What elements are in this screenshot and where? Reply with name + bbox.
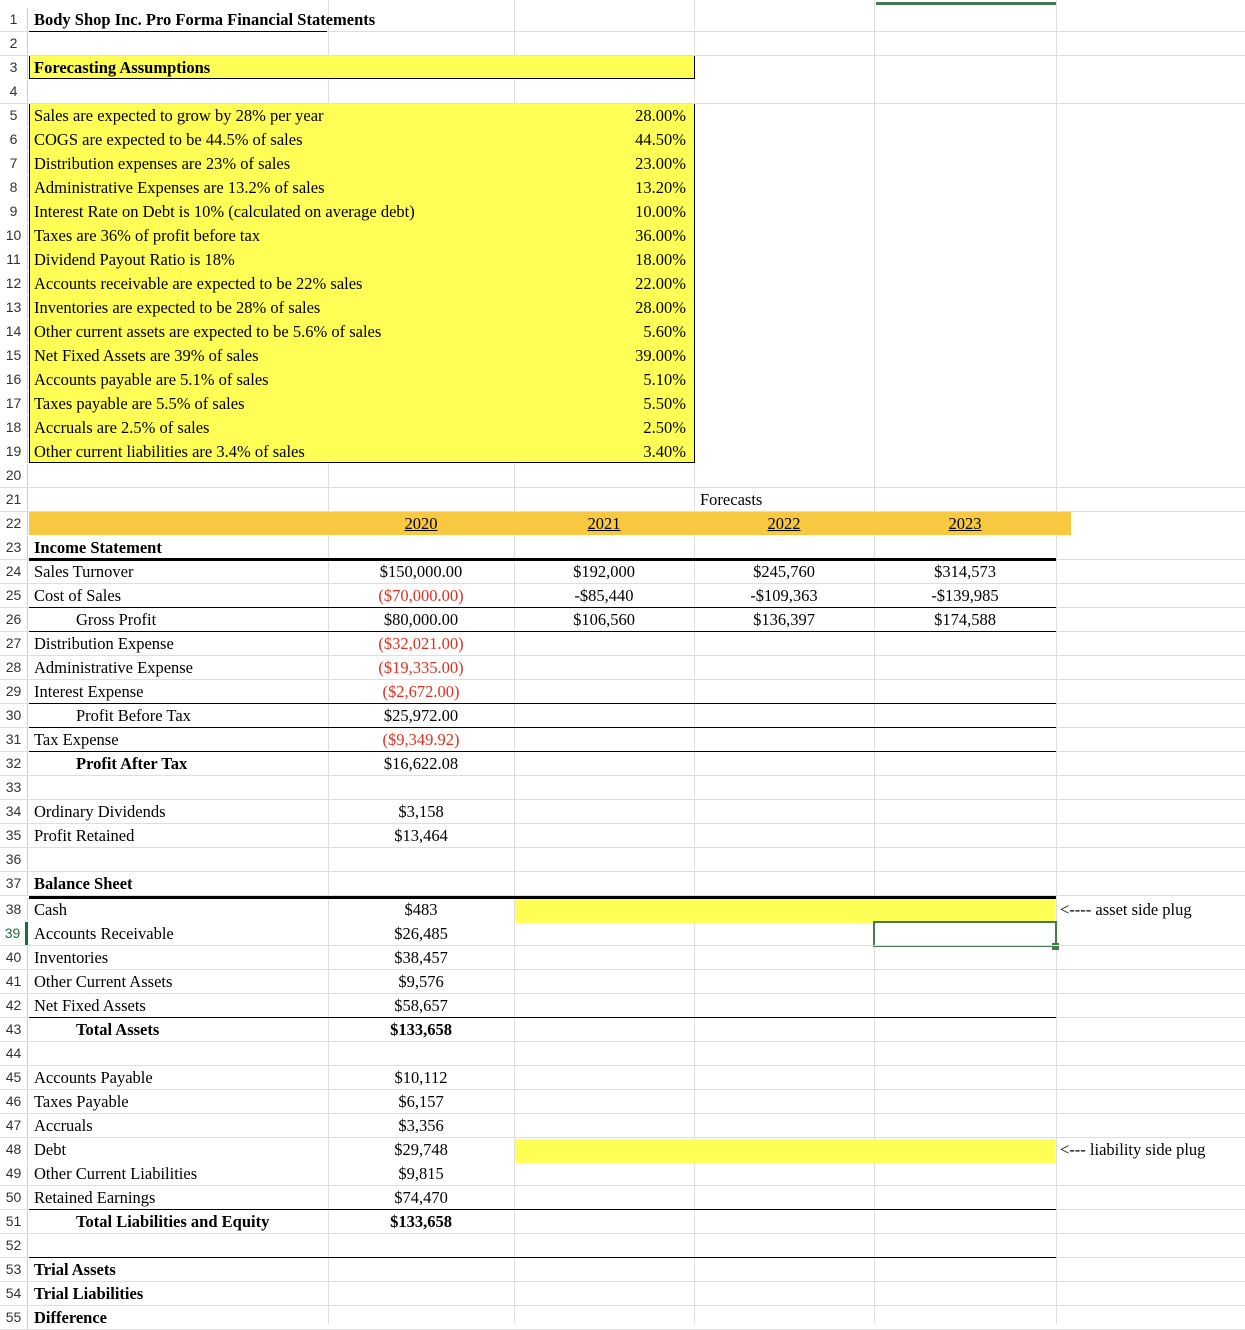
asset-plug-note: <---- asset side plug [1060, 900, 1192, 919]
row-5 [0, 104, 1245, 128]
re-2020: $74,470 [394, 1188, 448, 1207]
assumption-label: Sales are expected to grow by 28% per year [34, 106, 324, 125]
row-number: 7 [0, 152, 28, 175]
row-number: 6 [0, 128, 28, 151]
row-number: 28 [0, 656, 28, 679]
assumption-label: Net Fixed Assets are 39% of sales [34, 346, 259, 365]
assumption-label: Dividend Payout Ratio is 18% [34, 250, 235, 269]
rule-line [29, 703, 1056, 704]
gross-2022: $136,397 [753, 610, 815, 629]
row-18 [0, 416, 1245, 440]
row-51 [0, 1210, 1245, 1234]
sales-2021: $192,000 [573, 562, 635, 581]
year-2022: 2022 [767, 514, 801, 533]
pbt-label: Profit Before Tax [76, 706, 191, 725]
rule-line [29, 558, 1056, 561]
liability-plug-note: <--- liability side plug [1060, 1140, 1206, 1159]
row-10 [0, 224, 1245, 248]
row-53 [0, 1258, 1245, 1282]
row-number: 34 [0, 800, 28, 823]
assumption-label: Accounts receivable are expected to be 22% sales [34, 274, 363, 293]
row-22 [0, 512, 1245, 536]
row-number: 48 [0, 1138, 28, 1161]
assumption-value: 5.60% [643, 322, 686, 341]
pbt-2020: $25,972.00 [383, 706, 459, 725]
row-33 [0, 776, 1245, 800]
ocl-label: Other Current Liabilities [34, 1164, 198, 1183]
row-number: 51 [0, 1210, 28, 1233]
assumption-label: Distribution expenses are 23% of sales [34, 154, 291, 173]
row-number: 46 [0, 1090, 28, 1113]
row-32 [0, 752, 1245, 776]
assumption-value: 39.00% [635, 346, 686, 365]
row-6 [0, 128, 1245, 152]
assumption-value: 28.00% [635, 298, 686, 317]
row-number: 22 [0, 512, 28, 535]
inventories-label: Inventories [34, 948, 109, 967]
year-2023: 2023 [948, 514, 982, 533]
row-4 [0, 80, 1245, 104]
row-number: 9 [0, 200, 28, 223]
gross-2021: $106,560 [573, 610, 635, 629]
row-number: 24 [0, 560, 28, 583]
row-number: 27 [0, 632, 28, 655]
total-le-2020: $133,658 [390, 1212, 452, 1231]
assumption-value: 44.50% [635, 130, 686, 149]
cogs-label: Cost of Sales [34, 586, 122, 605]
nfa-2020: $58,657 [394, 996, 448, 1015]
row-number: 18 [0, 416, 28, 439]
dividends-2020: $3,158 [398, 802, 444, 821]
row-number: 20 [0, 464, 28, 487]
assumption-label: Taxes are 36% of profit before tax [34, 226, 261, 245]
balance-sheet-header: Balance Sheet [34, 874, 133, 893]
row-26 [0, 608, 1245, 632]
row-38 [0, 898, 1245, 922]
row-11 [0, 248, 1245, 272]
row-number: 37 [0, 872, 28, 895]
row-number: 12 [0, 272, 28, 295]
ocl-2020: $9,815 [398, 1164, 444, 1183]
assumption-value: 2.50% [643, 418, 686, 437]
cogs-2020: ($70,000.00) [378, 586, 464, 605]
row-41 [0, 970, 1245, 994]
dividends-label: Ordinary Dividends [34, 802, 166, 821]
inventories-2020: $38,457 [394, 948, 448, 967]
ar-2020: $26,485 [394, 924, 448, 943]
row-number: 3 [0, 56, 28, 79]
row-number: 26 [0, 608, 28, 631]
row-number: 50 [0, 1186, 28, 1209]
row-15 [0, 344, 1245, 368]
assumption-value: 5.50% [643, 394, 686, 413]
row-31 [0, 728, 1245, 752]
row-number: 8 [0, 176, 28, 199]
row-number: 10 [0, 224, 28, 247]
forecasts-label: Forecasts [700, 490, 763, 509]
rule-line [29, 31, 327, 32]
rule-line [29, 1257, 1056, 1258]
assumption-label: Accounts payable are 5.1% of sales [34, 370, 269, 389]
row-37 [0, 872, 1245, 896]
row-number: 23 [0, 536, 28, 559]
debt-2020: $29,748 [394, 1140, 448, 1159]
row-45 [0, 1066, 1245, 1090]
rule-line [29, 751, 1056, 752]
row-3 [0, 56, 1245, 80]
sales-2020: $150,000.00 [379, 562, 463, 581]
selected-column-indicator [876, 2, 1056, 5]
cogs-2022: -$109,363 [750, 586, 818, 605]
retained-2020: $13,464 [394, 826, 448, 845]
rule-line [29, 607, 1056, 608]
row-36 [0, 848, 1245, 872]
row-1 [0, 8, 1245, 32]
oca-2020: $9,576 [398, 972, 444, 991]
row-number: 16 [0, 368, 28, 391]
total-le-label: Total Liabilities and Equity [76, 1212, 270, 1231]
row-number: 11 [0, 248, 28, 271]
row-number: 45 [0, 1066, 28, 1089]
year-2021: 2021 [587, 514, 621, 533]
row-48 [0, 1138, 1245, 1162]
year-2020: 2020 [404, 514, 438, 533]
assumption-label: COGS are expected to be 44.5% of sales [34, 130, 303, 149]
tax-2020: ($9,349.92) [382, 730, 460, 749]
assumption-label: Inventories are expected to be 28% of sales [34, 298, 321, 317]
rule-line [29, 727, 1056, 728]
row-number: 17 [0, 392, 28, 415]
assumptions-header: Forecasting Assumptions [34, 58, 211, 77]
sheet-title: Body Shop Inc. Pro Forma Financial Statements [34, 10, 376, 29]
assumption-value: 3.40% [643, 442, 686, 461]
interest-2020: ($2,672.00) [382, 682, 460, 701]
row-29 [0, 680, 1245, 704]
row-55 [0, 1306, 1245, 1330]
row-19 [0, 440, 1245, 464]
row-number: 14 [0, 320, 28, 343]
row-27 [0, 632, 1245, 656]
accruals-2020: $3,356 [398, 1116, 444, 1135]
row-number: 47 [0, 1114, 28, 1137]
gross-profit-label: Gross Profit [76, 610, 157, 629]
row-35 [0, 824, 1245, 848]
oca-label: Other Current Assets [34, 972, 173, 991]
row-43 [0, 1018, 1245, 1042]
row-16 [0, 368, 1245, 392]
pat-label: Profit After Tax [76, 754, 188, 773]
row-number: 4 [0, 80, 28, 103]
accruals-label: Accruals [34, 1116, 93, 1135]
row-number: 54 [0, 1282, 28, 1305]
assumption-value: 10.00% [635, 202, 686, 221]
sales-2023: $314,573 [934, 562, 996, 581]
assumption-label: Administrative Expenses are 13.2% of sales [34, 178, 325, 197]
row-number: 33 [0, 776, 28, 799]
row-number: 19 [0, 440, 28, 463]
row-2 [0, 32, 1245, 56]
row-number: 49 [0, 1162, 28, 1185]
row-number: 25 [0, 584, 28, 607]
income-statement-header: Income Statement [34, 538, 162, 557]
ar-label: Accounts Receivable [34, 924, 174, 943]
assumption-value: 18.00% [635, 250, 686, 269]
retained-label: Profit Retained [34, 826, 135, 845]
row-number: 21 [0, 488, 28, 511]
trial-assets-label: Trial Assets [34, 1260, 116, 1279]
row-49 [0, 1162, 1245, 1186]
rule-line [29, 896, 1056, 899]
row-7 [0, 152, 1245, 176]
cash-2020: $483 [404, 900, 438, 919]
ap-label: Accounts Payable [34, 1068, 153, 1087]
row-number: 32 [0, 752, 28, 775]
row-number: 35 [0, 824, 28, 847]
row-number: 15 [0, 344, 28, 367]
gross-2023: $174,588 [934, 610, 996, 629]
row-54 [0, 1282, 1245, 1306]
row-number: 31 [0, 728, 28, 751]
row-number: 43 [0, 1018, 28, 1041]
row-number: 42 [0, 994, 28, 1017]
row-52 [0, 1234, 1245, 1258]
assumption-value: 36.00% [635, 226, 686, 245]
nfa-label: Net Fixed Assets [34, 996, 146, 1015]
row-50 [0, 1186, 1245, 1210]
gross-2020: $80,000.00 [383, 610, 459, 629]
trial-liabilities-label: Trial Liabilities [34, 1284, 144, 1303]
row-number: 38 [0, 898, 28, 921]
row-number: 36 [0, 848, 28, 871]
row-9 [0, 200, 1245, 224]
row-14 [0, 320, 1245, 344]
assumption-value: 5.10% [643, 370, 686, 389]
row-number: 40 [0, 946, 28, 969]
total-assets-2020: $133,658 [390, 1020, 452, 1039]
row-number: 5 [0, 104, 28, 127]
distribution-label: Distribution Expense [34, 634, 174, 653]
row-34 [0, 800, 1245, 824]
row-8 [0, 176, 1245, 200]
assumption-value: 22.00% [635, 274, 686, 293]
difference-label: Difference [34, 1308, 107, 1327]
row-number: 30 [0, 704, 28, 727]
distribution-2020: ($32,021.00) [378, 634, 464, 653]
row-25 [0, 584, 1245, 608]
cash-label: Cash [34, 900, 67, 919]
row-44 [0, 1042, 1245, 1066]
rule-line [29, 631, 1056, 632]
assumption-value: 28.00% [635, 106, 686, 125]
row-number: 53 [0, 1258, 28, 1281]
cogs-2023: -$139,985 [931, 586, 999, 605]
assumption-label: Accruals are 2.5% of sales [34, 418, 210, 437]
row-39 [0, 922, 1245, 946]
row-number: 39 [0, 922, 28, 945]
administrative-label: Administrative Expense [34, 658, 194, 677]
row-17 [0, 392, 1245, 416]
row-30 [0, 704, 1245, 728]
row-number: 44 [0, 1042, 28, 1065]
assumption-label: Taxes payable are 5.5% of sales [34, 394, 245, 413]
assumption-label: Other current liabilities are 3.4% of sales [34, 442, 305, 461]
re-label: Retained Earnings [34, 1188, 156, 1207]
taxes-payable-2020: $6,157 [398, 1092, 444, 1111]
tax-label: Tax Expense [34, 730, 119, 749]
row-number: 1 [0, 8, 28, 31]
cogs-2021: -$85,440 [574, 586, 634, 605]
assumption-value: 13.20% [635, 178, 686, 197]
interest-label: Interest Expense [34, 682, 144, 701]
pat-2020: $16,622.08 [383, 754, 459, 773]
administrative-2020: ($19,335.00) [378, 658, 464, 677]
ap-2020: $10,112 [394, 1068, 448, 1087]
sales-2022: $245,760 [753, 562, 815, 581]
row-number: 52 [0, 1234, 28, 1257]
rule-line [29, 1209, 1056, 1210]
row-12 [0, 272, 1245, 296]
row-24 [0, 560, 1245, 584]
row-number: 2 [0, 32, 28, 55]
rule-line [29, 1017, 1056, 1018]
row-46 [0, 1090, 1245, 1114]
row-20 [0, 464, 1245, 488]
total-assets-label: Total Assets [76, 1020, 160, 1039]
row-23 [0, 536, 1245, 560]
row-40 [0, 946, 1245, 970]
row-number: 41 [0, 970, 28, 993]
assumption-label: Interest Rate on Debt is 10% (calculated on average debt) [34, 202, 415, 221]
assumption-value: 23.00% [635, 154, 686, 173]
row-number: 13 [0, 296, 28, 319]
row-47 [0, 1114, 1245, 1138]
debt-label: Debt [34, 1140, 67, 1159]
row-28 [0, 656, 1245, 680]
row-13 [0, 296, 1245, 320]
row-21 [0, 488, 1245, 512]
taxes-payable-label: Taxes Payable [34, 1092, 129, 1111]
row-number: 55 [0, 1306, 28, 1329]
row-number: 29 [0, 680, 28, 703]
row-42 [0, 994, 1245, 1018]
assumption-label: Other current assets are expected to be 5.6% of sales [34, 322, 382, 341]
sales-label: Sales Turnover [34, 562, 134, 581]
